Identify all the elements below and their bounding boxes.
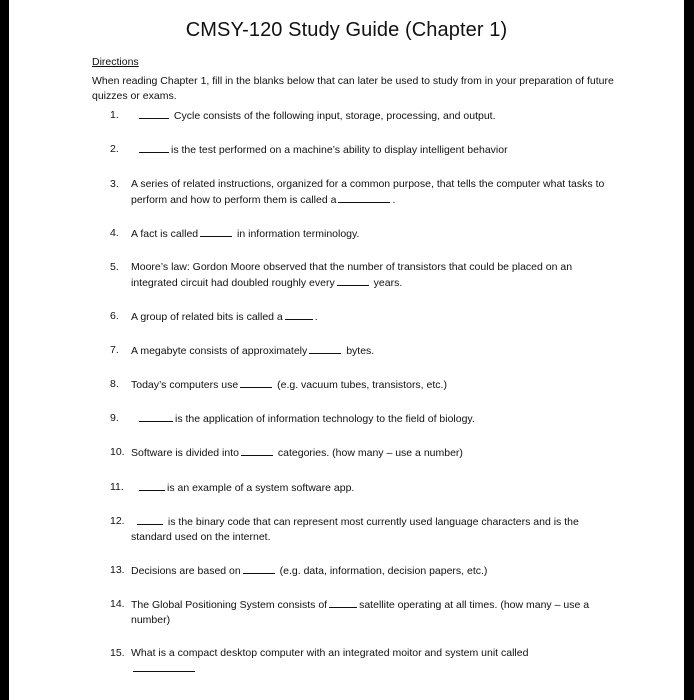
question-text-end: . [392,193,396,206]
question-13 [110,563,610,578]
answer-blank[interactable] [337,275,369,286]
question-text-end: bytes. [346,345,375,357]
question-14 [110,597,610,626]
question-number: 12. [110,515,125,527]
study-guide-page [9,0,684,700]
question-text: Cycle consists of the following input, storage, processing, and output. [173,110,496,122]
answer-blank[interactable] [243,563,275,574]
question-1 [110,108,610,123]
question-text: is the binary code that can represent most currently used language characters and is the standard used on the internet. [131,516,579,543]
question-text: Today’s computers use [131,379,239,391]
answer-blank[interactable] [139,108,169,119]
question-text: A megabyte consists of approximately [131,345,308,357]
answer-blank[interactable] [241,445,273,456]
question-9 [110,411,610,426]
question-7 [110,343,610,358]
question-number: 1. [110,109,119,121]
question-number: 10. [110,446,125,458]
answer-blank[interactable] [338,192,390,203]
question-text: is an example of a system software app. [167,482,355,494]
question-text-end: (e.g. data, information, decision papers, etc.) [279,565,488,577]
question-number: 9. [110,412,119,424]
directions-heading: Directions [92,56,139,68]
question-number: 14. [110,598,125,610]
answer-blank[interactable] [137,514,163,525]
question-text: is the application of information technology to the field of biology. [175,413,475,425]
page-title: CMSY-120 Study Guide (Chapter 1) [185,19,508,41]
answer-blank[interactable] [200,226,232,237]
answer-blank[interactable] [329,597,357,608]
question-text-end: categories. (how many – use a number) [277,447,463,459]
question-6 [110,309,610,324]
question-number: 5. [110,261,119,273]
question-number: 3. [110,178,119,190]
question-text: A series of related instructions, organized for a common purpose, that tells the computer what tasks to perform and how to perform them is called a [131,178,605,206]
question-text: is the test performed on a machine’s ability to display intelligent behavior [171,144,508,156]
answer-blank[interactable] [285,309,313,320]
question-text: The Global Positioning System consists of [131,599,328,611]
question-text: Moore’s law: Gordon Moore observed that the number of transistors that could be placed on an integrated circuit had doubled roughly every [131,261,573,289]
question-text-end: . [314,311,318,323]
answer-blank[interactable] [139,480,165,491]
question-number: 4. [110,227,119,239]
question-4 [110,226,610,241]
answer-blank[interactable] [139,411,173,422]
question-text: Software is divided into [131,447,239,459]
question-10 [110,445,610,460]
question-number: 11. [110,481,124,493]
question-number: 6. [110,310,119,322]
question-2 [110,142,610,157]
question-12 [110,514,610,543]
question-text: A group of related bits is called a [131,311,283,323]
question-text-end: years. [373,276,403,289]
question-text: What is a compact desktop computer with an integrated moitor and system unit called [131,647,529,659]
question-text-end: (e.g. vacuum tubes, transistors, etc.) [277,379,447,391]
question-11 [110,480,610,495]
question-3 [110,177,610,206]
question-15 [110,646,610,661]
question-text-end: satellite operating at all times. (how many – use a number) [131,599,590,626]
answer-blank[interactable] [139,142,169,153]
question-text: A fact is called [131,228,199,240]
question-number: 15. [110,647,125,659]
question-5 [110,260,610,289]
answer-blank[interactable] [240,377,272,388]
question-number: 2. [110,143,119,155]
question-8 [110,377,610,392]
answer-blank[interactable] [133,661,195,672]
question-number: 8. [110,378,119,390]
question-number: 7. [110,344,119,356]
question-text: Decisions are based on [131,565,241,577]
answer-blank[interactable] [309,343,341,354]
instructions-paragraph: When reading Chapter 1, fill in the blanks below that can later be used to study from in your preparation of future quizzes or exams. [92,75,614,102]
question-text-end: in information terminology. [237,228,360,240]
question-number: 13. [110,564,125,576]
